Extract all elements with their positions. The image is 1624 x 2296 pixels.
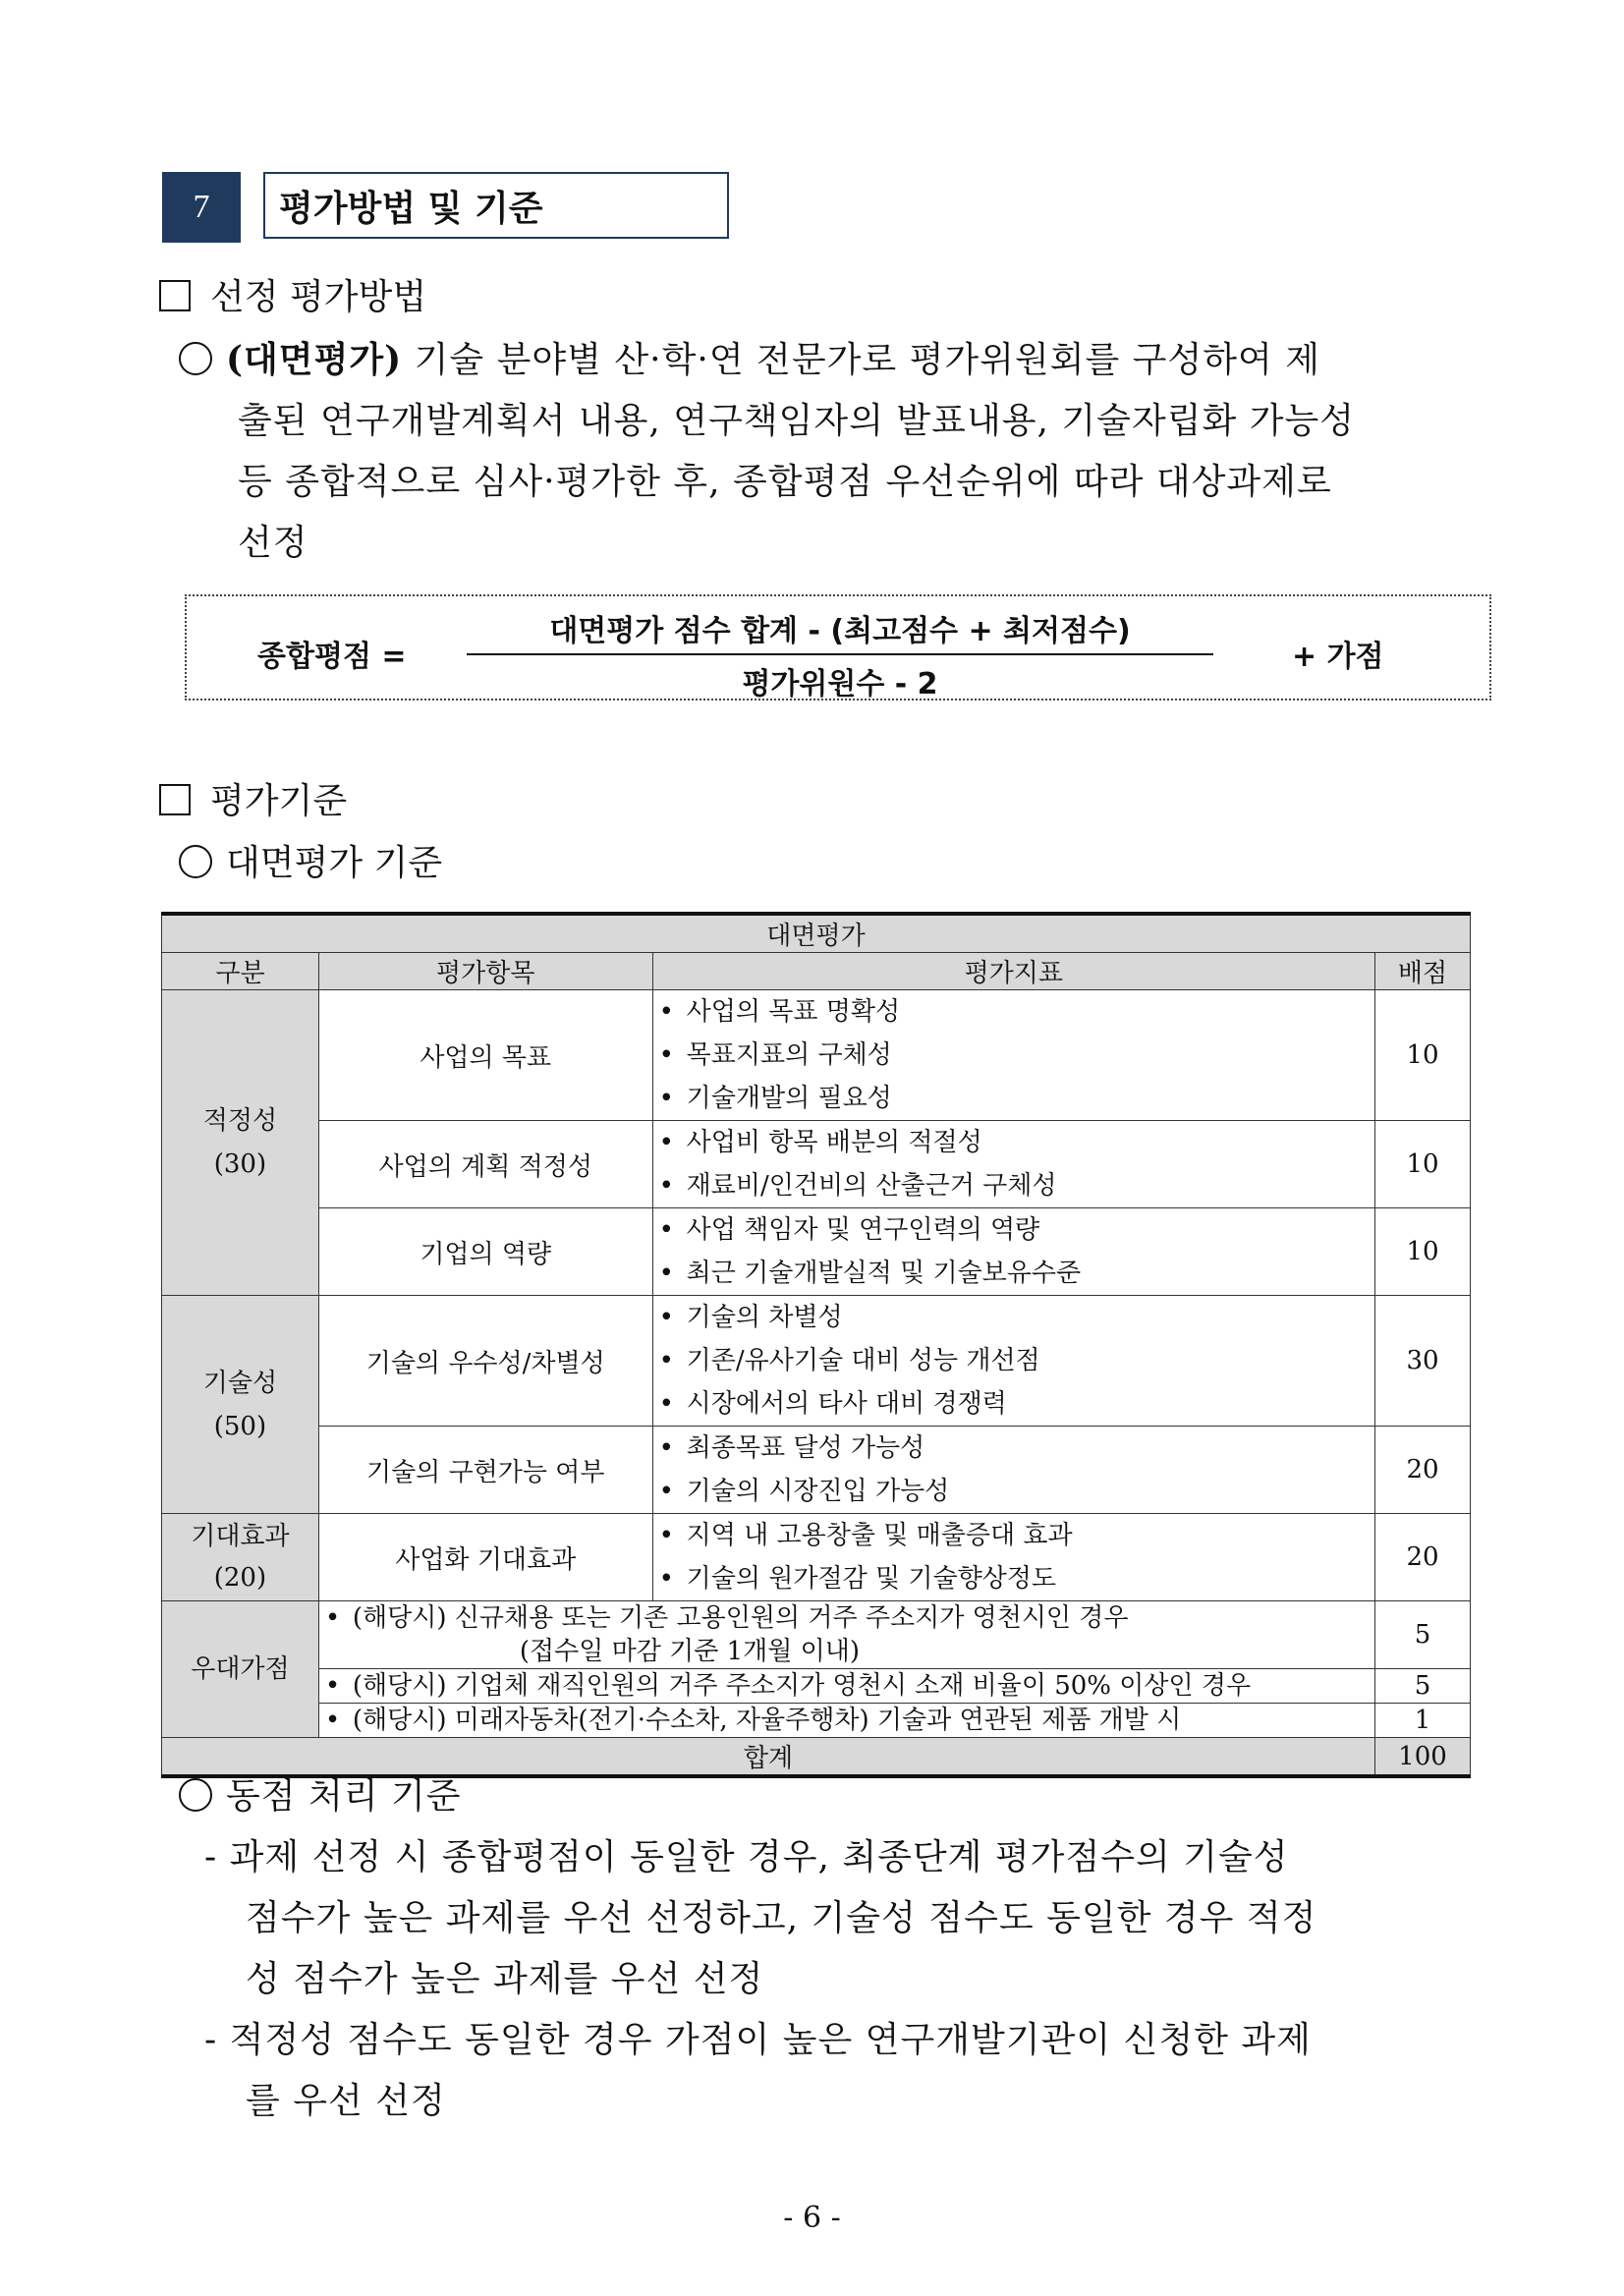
points-cell: 20 xyxy=(1375,1514,1471,1601)
criteria-subheading: 대면평가 기준 xyxy=(179,833,442,894)
list-item: • 목표지표의 구체성 xyxy=(687,1034,1369,1077)
list-item: • 지역 내 고용창출 및 매출증대 효과 xyxy=(687,1514,1369,1557)
criteria-heading: 평가기준 xyxy=(159,771,347,832)
total-points: 100 xyxy=(1375,1738,1471,1777)
points-cell: 5 xyxy=(1375,1669,1471,1704)
table-row xyxy=(162,1669,1471,1704)
selection-paragraph xyxy=(179,329,1485,574)
points-cell: 10 xyxy=(1375,990,1471,1121)
table-row xyxy=(162,1427,1471,1514)
selection-line-2: 출된 연구개발계획서 내용, 연구책임자의 발표내용, 기술자립화 가능성 xyxy=(238,401,1356,441)
checkbox-square-icon xyxy=(159,280,191,311)
item-cell: 기술의 우수성/차별성 xyxy=(318,1296,652,1427)
points-cell: 10 xyxy=(1375,1121,1471,1208)
list-item: • 기술의 시장진입 가능성 xyxy=(687,1470,1369,1513)
list-item: • (해당시) 미래자동차(전기·수소차, 자율주행차) 기술과 연관된 제품 개발 시 xyxy=(353,1704,1369,1737)
list-item: • (해당시) 기업체 재직인원의 거주 주소지가 영천시 소재 비율이 50% 이상인 경우 xyxy=(353,1669,1369,1703)
item-cell: 기술의 구현가능 여부 xyxy=(318,1427,652,1514)
circle-bullet-icon xyxy=(179,342,212,375)
list-item: • 사업 책임자 및 연구인력의 역량 xyxy=(687,1208,1369,1252)
points-cell: 20 xyxy=(1375,1427,1471,1514)
table-title: 대면평가 xyxy=(162,914,1471,953)
list-item: • 재료비/인건비의 산출근거 구체성 xyxy=(687,1164,1369,1207)
indicator-cell xyxy=(652,1427,1374,1514)
category-cell: 기술성 (50) xyxy=(162,1296,319,1514)
evaluation-table xyxy=(161,912,1471,1778)
formula-right: + 가점 xyxy=(1292,640,1384,674)
tie-dash-2-line-2: 를 우선 선정 xyxy=(246,2081,446,2121)
preference-cell xyxy=(318,1704,1374,1738)
table-row xyxy=(162,1121,1471,1208)
list-item: • 사업비 항목 배분의 적절성 xyxy=(687,1121,1369,1164)
circle-bullet-icon xyxy=(179,1778,212,1812)
list-item: • 시장에서의 타사 대비 경쟁력 xyxy=(687,1382,1369,1426)
points-cell: 1 xyxy=(1375,1704,1471,1738)
tie-dash-1-line-3: 성 점수가 높은 과제를 우선 선정 xyxy=(246,1959,764,1999)
header-points: 배점 xyxy=(1375,953,1471,990)
header-indicator: 평가지표 xyxy=(652,953,1374,990)
section-title: 평가방법 및 기준 xyxy=(263,172,729,239)
formula-numerator: 대면평가 점수 합계 - (최고점수 + 최저점수) xyxy=(467,606,1213,655)
indicator-cell xyxy=(652,1208,1374,1296)
table-row xyxy=(162,1208,1471,1296)
selection-line-3: 등 종합적으로 심사·평가한 후, 종합평점 우선순위에 따라 대상과제로 xyxy=(238,462,1332,502)
indicator-cell xyxy=(652,990,1374,1121)
preference-cell xyxy=(318,1669,1374,1704)
points-cell: 5 xyxy=(1375,1601,1471,1669)
selection-heading: 선정 평가방법 xyxy=(159,267,426,328)
table-row xyxy=(162,1296,1471,1427)
list-item: • 최종목표 달성 가능성 xyxy=(687,1427,1369,1470)
dash-marker: - xyxy=(204,1837,230,1877)
tie-heading: 동점 처리 기준 xyxy=(179,1766,1485,1827)
indicator-cell xyxy=(652,1296,1374,1427)
item-cell: 기업의 역량 xyxy=(318,1208,652,1296)
preference-subtext: (접수일 마감 기준 1개월 이내) xyxy=(519,1637,861,1666)
category-cell: 기대효과 (20) xyxy=(162,1514,319,1601)
checkbox-square-icon xyxy=(159,784,191,815)
formula-box xyxy=(185,594,1491,700)
item-cell: 사업의 목표 xyxy=(318,990,652,1121)
item-cell: 사업의 계획 적정성 xyxy=(318,1121,652,1208)
selection-line-4: 선정 xyxy=(238,523,308,563)
header-item: 평가항목 xyxy=(318,953,652,990)
dash-marker: - xyxy=(204,2020,230,2060)
indicator-cell xyxy=(652,1514,1374,1601)
table-title-row xyxy=(162,914,1471,953)
tie-dash-2-line-1: - 적정성 점수도 동일한 경우 가점이 높은 연구개발기관이 신청한 과제 xyxy=(204,2020,1312,2060)
points-cell: 10 xyxy=(1375,1208,1471,1296)
table-row xyxy=(162,1704,1471,1738)
category-cell: 우대가점 xyxy=(162,1601,319,1738)
category-cell: 적정성 (30) xyxy=(162,990,319,1296)
list-item: • (해당시) 신규채용 또는 기존 고용인원의 거주 주소지가 영천시인 경우 xyxy=(353,1601,1369,1635)
formula-denominator: 평가위원수 - 2 xyxy=(742,667,938,701)
total-label: 합계 xyxy=(162,1738,1375,1777)
selection-line-1: (대면평가) 기술 분야별 산·학·연 전문가로 평가위원회를 구성하여 제 xyxy=(179,329,1485,391)
list-item: • 사업의 목표 명확성 xyxy=(687,990,1369,1034)
preference-cell xyxy=(318,1601,1374,1669)
formula-fraction xyxy=(467,606,1213,702)
item-cell: 사업화 기대효과 xyxy=(318,1514,652,1601)
section-number: 7 xyxy=(162,172,241,243)
points-cell: 30 xyxy=(1375,1296,1471,1427)
method-label: (대면평가) xyxy=(226,339,403,380)
list-item: • 최근 기술개발실적 및 기술보유수준 xyxy=(687,1252,1369,1295)
table-row xyxy=(162,1601,1471,1669)
tie-dash-1-line-2: 점수가 높은 과제를 우선 선정하고, 기술성 점수도 동일한 경우 적정 xyxy=(246,1898,1317,1938)
table-row xyxy=(162,990,1471,1121)
header-category: 구분 xyxy=(162,953,319,990)
list-item: • 기술개발의 필요성 xyxy=(687,1077,1369,1120)
page-number: - 6 - xyxy=(783,2201,841,2235)
list-item: • 기존/유사기술 대비 성능 개선점 xyxy=(687,1339,1369,1382)
tie-dash-1-line-1: - 과제 선정 시 종합평점이 동일한 경우, 최종단계 평가점수의 기술성 xyxy=(204,1837,1289,1877)
table-row xyxy=(162,1514,1471,1601)
table-header-row xyxy=(162,953,1471,990)
list-item: • 기술의 차별성 xyxy=(687,1296,1369,1339)
circle-bullet-icon xyxy=(179,845,212,878)
indicator-cell xyxy=(652,1121,1374,1208)
list-item: • 기술의 원가절감 및 기술향상정도 xyxy=(687,1557,1369,1600)
tie-section xyxy=(179,1766,1485,2132)
formula-left: 종합평점 = xyxy=(257,640,407,674)
